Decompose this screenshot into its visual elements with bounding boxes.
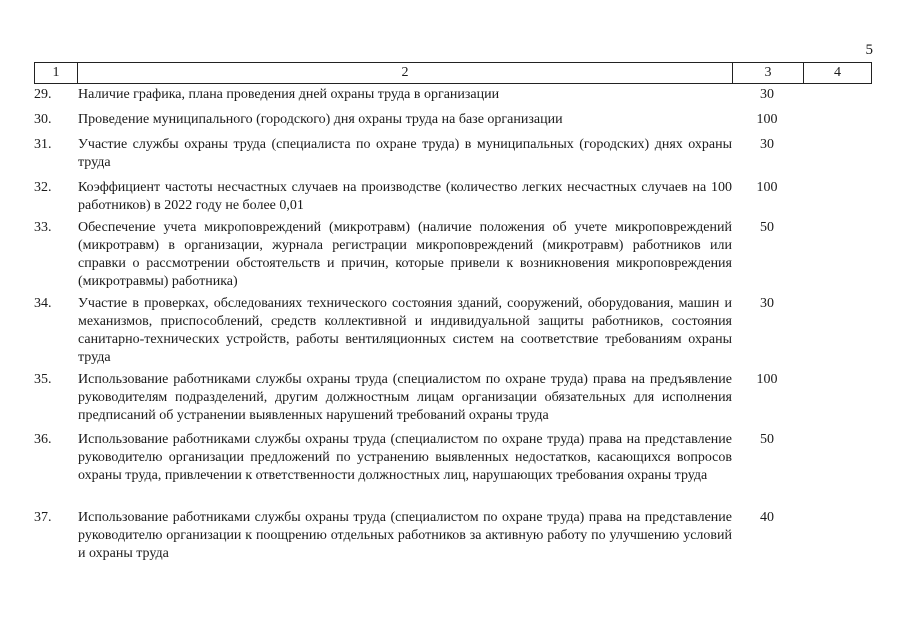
- table-row: [34, 219, 872, 295]
- page-number: 5: [865, 42, 873, 58]
- table-row: [34, 179, 872, 219]
- row-number: 30.: [34, 112, 52, 127]
- row-empty-cell: [802, 111, 872, 136]
- row-empty-cell: [802, 431, 872, 509]
- table-row: [34, 86, 872, 111]
- row-number: 29.: [34, 87, 52, 102]
- table-row: [34, 509, 872, 569]
- row-text: Коэффициент частоты несчастных случаев на производстве (количество легких несчастных случаев на 100 работников) в 2022 году не более 0,01: [78, 180, 732, 213]
- row-score: 30: [760, 137, 774, 152]
- row-empty-cell: [802, 136, 872, 179]
- row-number: 34.: [34, 296, 52, 311]
- row-score: 30: [760, 87, 774, 102]
- table-header: [34, 62, 872, 84]
- row-number: 32.: [34, 180, 52, 195]
- row-score: 100: [756, 112, 778, 127]
- row-text: Обеспечение учета микроповреждений (микротравм) (наличие положения об учете микроповреждений (микротравм) в организации, журнала регистрации микроповреждений (микротравм) работников или справки о рассмотрении обстоятельств и причин, которые привели к возникновения микроповреждения (микротравмы) работника): [78, 220, 732, 289]
- row-text: Проведение муниципального (городского) дня охраны труда на базе организации: [78, 112, 563, 127]
- row-empty-cell: [802, 371, 872, 431]
- header-col-2: 2: [78, 63, 733, 84]
- row-text: Наличие графика, плана проведения дней охраны труда в организации: [78, 87, 500, 102]
- row-empty-cell: [802, 295, 872, 371]
- table-row: [34, 136, 872, 179]
- row-text: Использование работниками службы охраны труда (специалистом по охране труда) права на представление руководителю организации предложений по устранению выявленных недостатков, касающихся вопросов охраны труда, привлечении к ответственности должностных лиц, нарушающих требования охраны труда: [78, 432, 732, 483]
- row-score: 100: [756, 372, 778, 387]
- row-number: 36.: [34, 432, 52, 447]
- criteria-list: [34, 86, 872, 569]
- row-score: 30: [760, 296, 774, 311]
- header-col-3: 3: [733, 63, 804, 84]
- row-empty-cell: [802, 86, 872, 111]
- row-number: 33.: [34, 220, 52, 235]
- header-col-4: 4: [804, 63, 872, 84]
- row-empty-cell: [802, 219, 872, 295]
- row-score: 50: [760, 432, 774, 447]
- table-row: [34, 431, 872, 509]
- row-empty-cell: [802, 509, 872, 569]
- row-number: 35.: [34, 372, 52, 387]
- row-number: 31.: [34, 137, 52, 152]
- table-row: [34, 371, 872, 431]
- row-score: 100: [756, 180, 778, 195]
- row-text: Использование работниками службы охраны труда (специалистом по охране труда) права на предъявление руководителям подразделений, другим должностным лицам организации обязательных для исполнения предписаний об устранении выявленных нарушений требований охраны труда: [78, 372, 732, 423]
- header-col-1: 1: [35, 63, 78, 84]
- row-number: 37.: [34, 510, 52, 525]
- table-row: [34, 111, 872, 136]
- row-score: 40: [760, 510, 774, 525]
- row-empty-cell: [802, 179, 872, 219]
- table-row: [34, 295, 872, 371]
- row-text: Участие службы охраны труда (специалиста по охране труда) в муниципальных (городских) днях охраны труда: [78, 137, 732, 170]
- row-score: 50: [760, 220, 774, 235]
- row-text: Использование работниками службы охраны труда (специалистом по охране труда) права на представление руководителю организации к поощрению отдельных работников за активную работу по улучшению условий и охраны труда: [78, 510, 732, 561]
- row-text: Участие в проверках, обследованиях технического состояния зданий, сооружений, оборудования, машин и механизмов, приспособлений, средств коллективной и индивидуальной защиты работников, состояния санитарно-технических устройств, работы вентиляционных систем на соответствие требованиям охраны труда: [78, 296, 732, 365]
